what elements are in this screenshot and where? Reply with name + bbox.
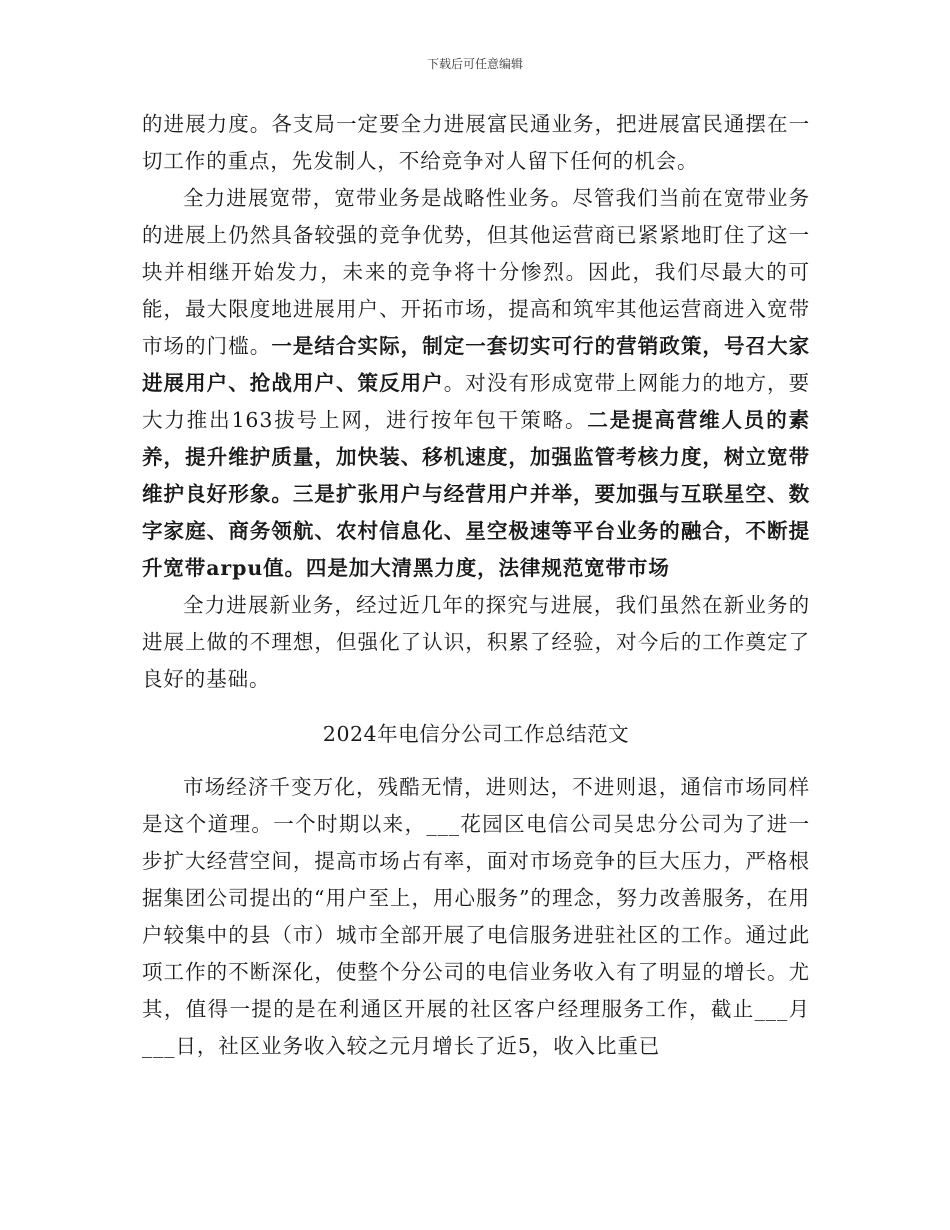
page-header: 下载后可任意编辑 xyxy=(426,57,523,71)
paragraph-new-business: 全力进展新业务，经过近几年的探究与进展，我们虽然在新业务的进展上做的不理想，但强化了认识，积累了经验，对今后的工作奠定了良好的基础。 xyxy=(142,593,810,691)
paragraph-market: 市场经济千变万化，残酷无情，进则达，不进则退，通信市场同样是这个道理。一个时期以来，___花园区电信公司吴忠分公司为了进一步扩大经营空间，提高市场占有率，面对市场竞争的巨大压力，严格根据集团公司提出的“用户至上，用心服务”的理念，努力改善服务，在用户较集中的县（市）城市全部开展了电信服务进驻社区的工作。通过此项工作的不断深化，使整个分公司的电信业务收入有了明显的增长。尤其，值得一提的是在利通区开展的社区客户经理服务工作，截止___月___日，社区业务收入较之元月增长了近5，收入比重已 xyxy=(142,775,810,1058)
broadband-point-one: 一是结合实际，制定一套切实可行的营销政策，号召大家进展用户、抢战用户、策反用户 xyxy=(142,334,811,395)
broadband-dialup-text: 。对没有形成宽带上网能力的地方，要大力推出163拔号上网，进行按年包干策略。 xyxy=(142,371,810,432)
broadband-points-two-to-four: 二是提高营维人员的素养，提升维护质量，加快装、移机速度，加强监管考核力度，树立宽带维护良好形象。三是扩张用户与经营用户并举，要加强与互联星空、数字家庭、商务领航、农村信息化、星空极速等平台业务的融合，不断提升宽带arpu值。四是加大清黑力度，法律规范宽带市场 xyxy=(142,408,810,580)
broadband-intro-text: 全力进展宽带，宽带业务是战略性业务。尽管我们当前在宽带业务的进展上仍然具备较强的竞争优势，但其他运营商已紧紧地盯住了这一块并相继开始发力，未来的竞争将十分惨烈。因此，我们尽最大的可能，最大限度地进展用户、开拓市场，提高和筑牢其他运营商进入宽带市场的门槛。 xyxy=(142,186,810,358)
paragraph-broadband xyxy=(142,180,810,587)
section-title: 2024年电信分公司工作总结范文 xyxy=(322,722,630,746)
paragraph-1: 的进展力度。各支局一定要全力进展富民通业务，把进展富民通摆在一切工作的重点，先发制人，不给竞争对人留下任何的机会。 xyxy=(142,112,810,173)
document-body xyxy=(142,106,810,1065)
